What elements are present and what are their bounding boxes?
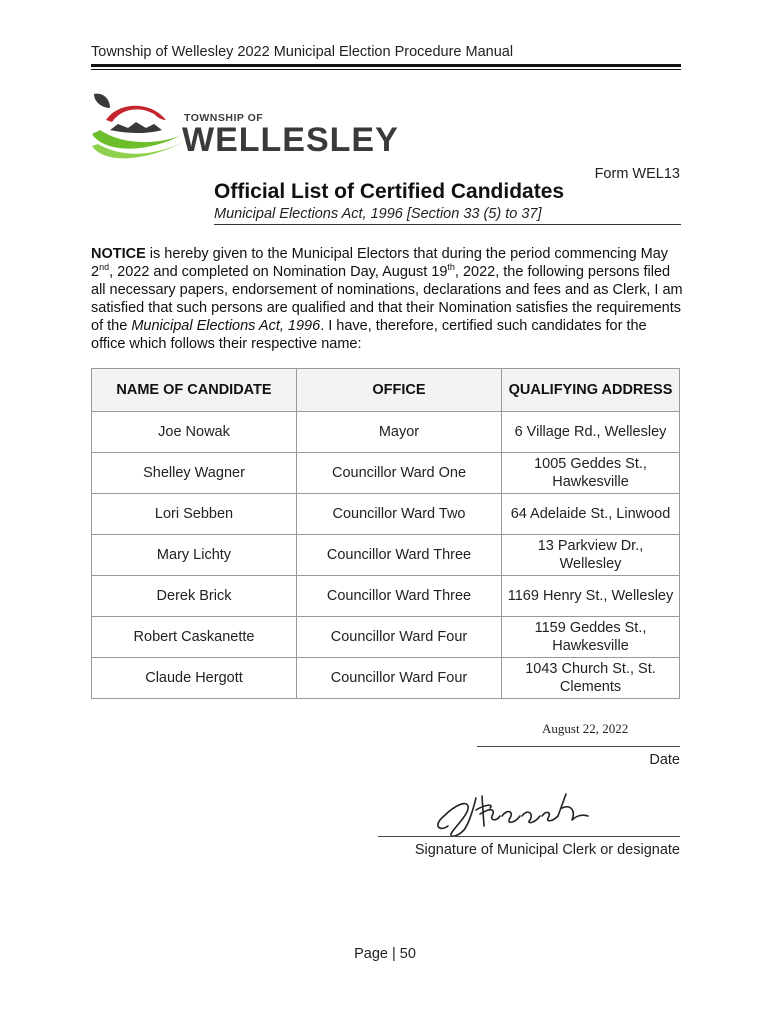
candidate-name: Joe Nowak (92, 412, 297, 453)
table-row (92, 535, 680, 576)
candidate-office: Mayor (297, 412, 502, 453)
logo-text-wellesley: WELLESLEY (182, 121, 399, 159)
candidate-name: Claude Hergott (92, 658, 297, 699)
candidate-address: 1169 Henry St., Wellesley (502, 576, 680, 617)
signature-line (378, 836, 680, 837)
date-value: August 22, 2022 (542, 721, 629, 736)
date-line (477, 746, 680, 747)
notice-lead: NOTICE (91, 246, 146, 262)
candidate-office: Councillor Ward One (297, 453, 502, 494)
candidate-name: Derek Brick (92, 576, 297, 617)
logo-text-township: TOWNSHIP OF (184, 112, 264, 124)
notice-paragraph (91, 245, 683, 353)
candidate-name: Shelley Wagner (92, 453, 297, 494)
table-header-row (92, 369, 680, 412)
header-rule (91, 64, 681, 67)
date-label: Date (649, 752, 680, 768)
candidate-address: 64 Adelaide St., Linwood (502, 494, 680, 535)
notice-sup-1: nd (99, 262, 110, 273)
candidate-address: 1005 Geddes St., Hawkesville (502, 453, 680, 494)
page-subtitle: Municipal Elections Act, 1996 [Section 33 (5) to 37] (214, 206, 542, 222)
form-code: Form WEL13 (594, 166, 680, 182)
candidate-office: Councillor Ward Four (297, 617, 502, 658)
header-rule-thin (91, 69, 681, 70)
candidate-office: Councillor Ward Three (297, 535, 502, 576)
notice-text-2: , 2022 and completed on Nomination Day, August 19 (109, 264, 448, 280)
page-number: Page | 50 (354, 946, 416, 962)
table-row (92, 617, 680, 658)
title-rule (214, 224, 681, 225)
page-title: Official List of Certified Candidates (214, 180, 565, 203)
column-header-office: OFFICE (297, 369, 502, 412)
table-row (92, 658, 680, 699)
candidate-address: 13 Parkview Dr., Wellesley (502, 535, 680, 576)
candidates-table (91, 368, 680, 699)
running-header: Township of Wellesley 2022 Municipal Election Procedure Manual (91, 44, 514, 60)
table-row (92, 576, 680, 617)
clerk-signature (430, 786, 600, 846)
candidate-name: Robert Caskanette (92, 617, 297, 658)
table-row (92, 412, 680, 453)
notice-text-3: , 2022, the following persons filed all necessary papers, endorsement of nominations, declarations and fees and as Clerk, I am satisfied that such persons are qualified and that their Nomination satisfies the requirements of the (91, 264, 683, 334)
column-header-address: QUALIFYING ADDRESS (502, 369, 680, 412)
candidate-name: Mary Lichty (92, 535, 297, 576)
table-row (92, 453, 680, 494)
notice-text-1: is hereby given to the Municipal Electors that during the period commencing May 2 (91, 246, 669, 280)
candidate-office: Councillor Ward Two (297, 494, 502, 535)
signature-label: Signature of Municipal Clerk or designate (414, 842, 680, 858)
candidate-address: 1043 Church St., St. Clements (502, 658, 680, 699)
table-row (92, 494, 680, 535)
candidate-address: 6 Village Rd., Wellesley (502, 412, 680, 453)
column-header-name: NAME OF CANDIDATE (92, 369, 297, 412)
notice-text-4: . I have, therefore, certified such candidates for the office which follows their respective name: (91, 318, 647, 352)
candidate-office: Councillor Ward Three (297, 576, 502, 617)
candidate-address: 1159 Geddes St., Hawkesville (502, 617, 680, 658)
candidate-name: Lori Sebben (92, 494, 297, 535)
notice-sup-2: th (447, 262, 455, 273)
notice-act-name: Municipal Elections Act, 1996 (131, 318, 321, 334)
candidate-office: Councillor Ward Four (297, 658, 502, 699)
